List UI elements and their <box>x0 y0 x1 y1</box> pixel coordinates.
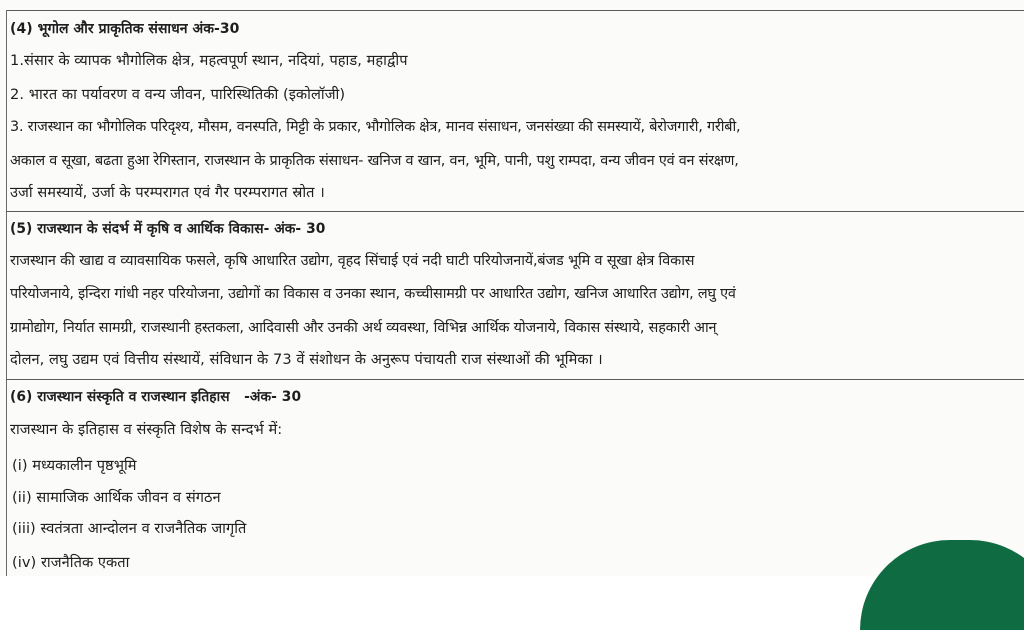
section-4-heading: (4) भूगोल और प्राकृतिक संसाधन अंक-30 <box>10 21 240 37</box>
section-6-item-2: (ii) सामाजिक आर्थिक जीवन व संगठन <box>12 489 221 506</box>
section-4-line-2: 2. भारत का पर्यावरण व वन्य जीवन, पारिस्थितिकी (इकोलॉजी) <box>10 86 346 103</box>
section-6-item-1: (i) मध्यकालीन पृष्ठभूमि <box>12 457 137 474</box>
left-border <box>6 10 7 576</box>
section-6-item-3: (iii) स्वतंत्रता आन्दोलन व राजनैतिक जागृति <box>12 520 247 537</box>
green-corner-badge <box>860 540 1024 630</box>
section-6-intro: राजस्थान के इतिहास व संस्कृति विशेष के सन्दर्भ में: <box>10 421 283 438</box>
section-4-line-3: 3. राजस्थान का भौगोलिक परिदृश्य, मौसम, वनस्पति, मिट्टी के प्रकार, भौगोलिक क्षेत्र, मानव संसाधन, जनसंख्या की समस्यायें, बेरोजगारी, गरीबी, <box>10 119 741 135</box>
section-divider-2 <box>6 379 1024 380</box>
section-5-heading: (5) राजस्थान के संदर्भ में कृषि व आर्थिक विकास- अंक- 30 <box>10 221 326 237</box>
section-6-item-4: (iv) राजनैतिक एकता <box>12 554 130 571</box>
section-5-line-1: राजस्थान की खाद्य व व्यावसायिक फसले, कृषि आधारित उद्योग, वृहद सिंचाई एवं नदी घाटी परियोजनायें,बंजड भूमि व सूखा क्षेत्र विकास <box>10 253 695 269</box>
top-border <box>6 10 1024 11</box>
section-6-heading: (6) राजस्थान संस्कृति व राजस्थान इतिहास -अंक- 30 <box>10 389 302 405</box>
section-4-line-1: 1.संसार के व्यापक भौगोलिक क्षेत्र, महत्वपूर्ण स्थान, नदियां, पहाड, महाद्वीप <box>10 52 408 69</box>
section-5-line-3: ग्रामोद्योग, निर्यात सामग्री, राजस्थानी हस्तकला, आदिवासी और उनकी अर्थ व्यवस्था, विभिन्न आर्थिक योजनाये, विकास संस्थाये, सहकारी आन् <box>10 320 717 336</box>
section-5-line-2: परियोजनाये, इन्दिरा गांधी नहर परियोजना, उद्योगों का विकास व उनका स्थान, कच्चीसामग्री पर आधारित उद्योग, खनिज आधारित उद्योग, लघु एवं <box>10 286 736 302</box>
section-4-line-5: उर्जा समस्यायें, उर्जा के परम्परागत एवं गैर परम्परागत स्रोत । <box>10 184 325 201</box>
section-5-line-4: दोलन, लघु उद्यम एवं वित्तीय संस्थायें, संविधान के 73 वें संशोधन के अनुरूप पंचायती राज संस्थाओं की भूमिका । <box>10 351 603 368</box>
section-4-line-4: अकाल व सूखा, बढता हुआ रेगिस्तान, राजस्थान के प्राकृतिक संसाधन- खनिज व खान, वन, भूमि, पानी, पशु राम्पदा, वन्य जीवन एवं वन संरक्षण, <box>10 153 739 169</box>
section-divider-1 <box>6 211 1024 212</box>
